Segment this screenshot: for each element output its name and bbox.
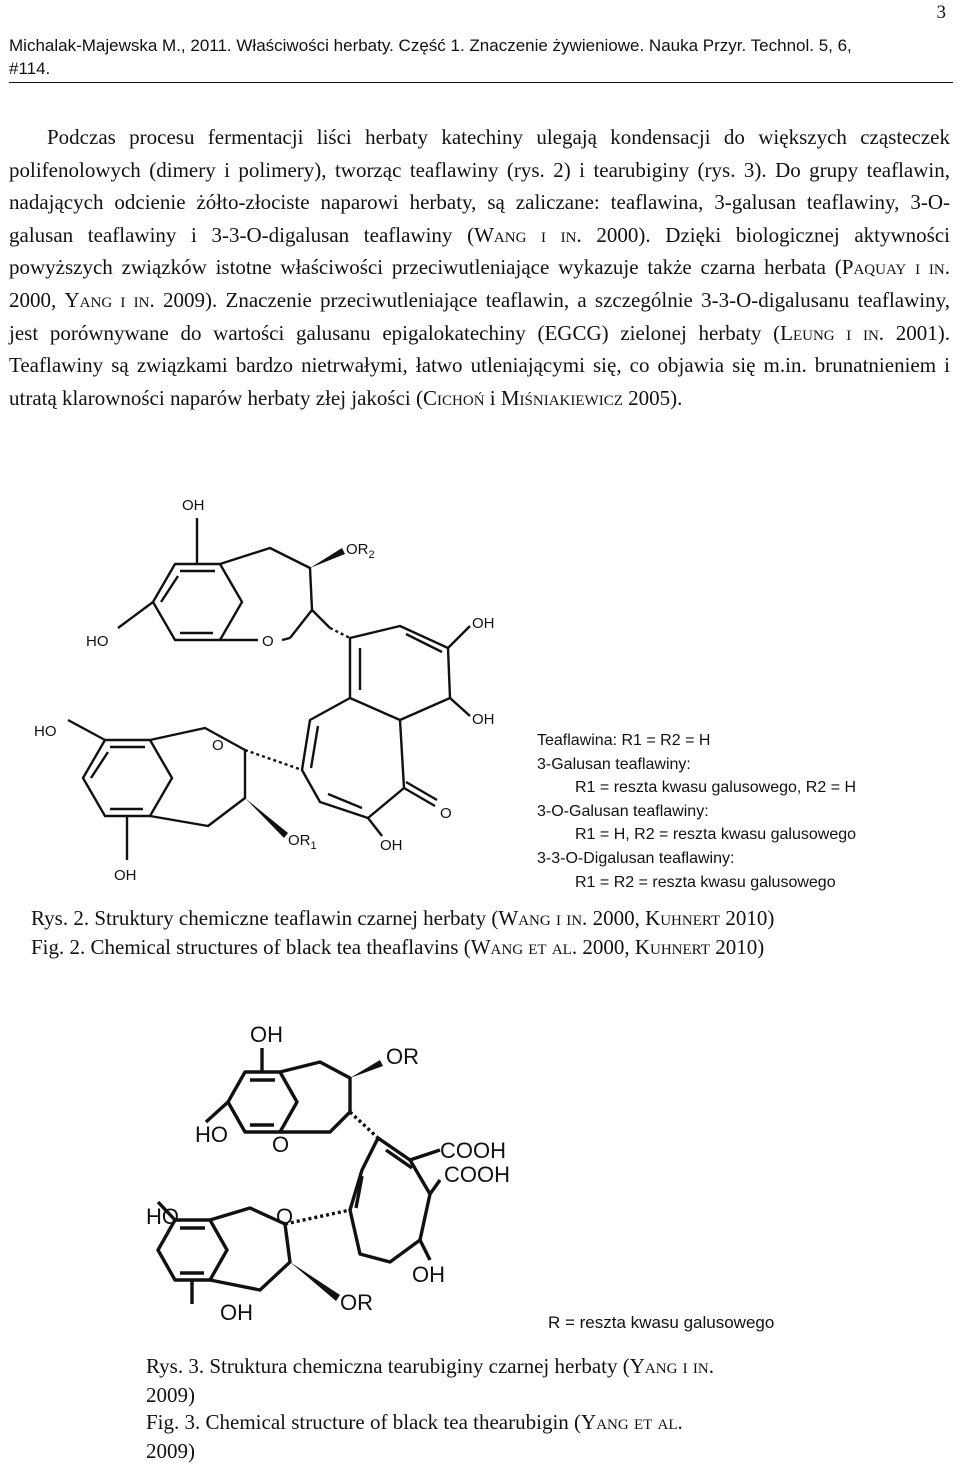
label-oh-top: OH	[182, 497, 205, 514]
label-ho-left: HO	[195, 1122, 228, 1147]
label-oh-top: OH	[250, 1022, 283, 1047]
label-oh-bottom-mid: OH	[380, 837, 403, 854]
benzotropolone-benzene	[350, 626, 450, 720]
label-or1: $OR_1$	[288, 832, 317, 852]
bond-oh-right2	[450, 698, 470, 716]
legend-line: R1 = R2 = reszta kwasu galusowego	[575, 873, 836, 891]
figure3-caption-pl: Rys. 3. Struktura chemiczna tearubiginy czarnej herbaty (Yang i in. 2009)	[146, 1354, 714, 1407]
paragraph-text: 2000). Dzięki biologicznej aktywności powyższych związków istotne właściwości przeciwutleniające wykazuje także czarna herbata (	[9, 222, 951, 280]
figure3-legend: R = reszta kwasu galusowego	[548, 1313, 775, 1332]
label-oh-right2: OH	[472, 711, 495, 728]
label-ho-mid: HO	[146, 1204, 179, 1229]
legend-line: R1 = H, R2 = reszta kwasu galusowego	[575, 826, 857, 844]
bond-ho-mid	[68, 720, 105, 740]
legend-line: R1 = reszta kwasu galusowego, R2 = H	[575, 779, 857, 797]
label-o-ring-top: O	[262, 633, 274, 650]
label-or-top: OR	[386, 1044, 419, 1069]
label-o-ring: O	[272, 1132, 290, 1157]
paragraph-text: Podczas procesu fermentacji liści herbaty katechiny ulegają kondensacji do większych cząsteczek polifenolowych (dimery i polimery), tworząc teaflawiny (rys. 2) i tearubiginy (rys. 3). Do grupy teaflawin, nadających odcienie żółto-złociste naparowi herbaty, są zaliczane: teaflawina, 3-galusan teaflawiny, 3-O-galusan teaflawiny i 3-3-O-digalusan teaflawiny (	[9, 125, 950, 247]
label-ho-mid: HO	[34, 723, 57, 740]
ring-a-lower	[83, 740, 172, 816]
header-citation-line2: #114.	[9, 59, 51, 78]
legend-line: Teaflawina: R1 = R2 = H	[537, 732, 711, 749]
label-oh-right1: OH	[472, 615, 495, 632]
theaflavin-structure-diagram	[20, 488, 530, 898]
figure2-caption-en: Fig. 2. Chemical structures of black tea theaflavins (Wang et al. 2000, Kuhnert 2010)	[31, 935, 765, 959]
bond-oh-right1	[448, 626, 470, 648]
citation-ref: Paquay i in.	[841, 255, 950, 280]
label-oh-bottom-left: OH	[114, 867, 137, 884]
citation-ref: Miśniakiewicz	[500, 385, 623, 410]
label-cooh2: COOH	[444, 1162, 510, 1187]
figure3-caption-en: Fig. 3. Chemical structure of black tea thearubigin (Yang et al. 2009)	[146, 1410, 683, 1463]
paragraph-text: 2009). Znaczenie przeciwutleniające teaflawin, a szczególnie 3-3-O-digalusanu teaflawiny, jest porównywane do wartości galusanu epigalokatechiny (EGCG) zielonej herbaty (	[9, 287, 950, 345]
bond-ho-left	[118, 602, 153, 628]
figure2-caption-pl: Rys. 2. Struktury chemiczne teaflawin czarnej herbaty (Wang i in. 2000, Kuhnert 2010)	[31, 906, 775, 930]
legend-line: 3-O-Galusan teaflawiny:	[537, 802, 709, 820]
page-number: 3	[936, 2, 946, 23]
header-rule	[9, 82, 953, 83]
ring-a-upper	[153, 564, 242, 640]
thearubigin-bonds	[158, 1048, 440, 1304]
label-or-bottom: OR	[340, 1290, 373, 1315]
paragraph-text: 2000,	[9, 287, 65, 312]
citation-ref: Leung i in.	[780, 320, 885, 345]
theaflavin-bonds	[68, 518, 470, 860]
running-header	[9, 34, 954, 80]
citation-ref: Cichoń	[423, 385, 485, 410]
label-ho-left: HO	[86, 633, 109, 650]
legend-line: 3-Galusan teaflawiny:	[537, 755, 691, 773]
paragraph-text: i	[484, 385, 501, 410]
label-cooh1: COOH	[440, 1138, 506, 1163]
citation-ref: Yang i in.	[64, 287, 155, 312]
label-oh-bottom: OH	[220, 1300, 253, 1325]
legend-line: 3-3-O-Digalusan teaflawiny:	[537, 849, 735, 867]
bond-oh-bottom-mid	[368, 818, 382, 836]
body-paragraph	[9, 121, 950, 414]
label-o-ring-bottom: O	[212, 737, 224, 754]
header-citation-line1: Michalak-Majewska M., 2011. Właściwości herbaty. Część 1. Znaczenie żywieniowe. Nauka Przyr. Technol. 5, 6,	[9, 36, 852, 55]
citation-ref: Wang i in.	[474, 222, 582, 247]
label-o-ketone: O	[440, 805, 452, 822]
thearubigin-structure-diagram	[140, 1010, 540, 1330]
label-oh-mid: OH	[412, 1262, 445, 1287]
label-o-ring2: O	[276, 1204, 294, 1229]
paragraph-text: 2001). Teaflawiny są związkami bardzo nietrwałymi, łatwo utleniającymi się, co objawia się m.in. brunatnieniem i utratą klarowności naparów herbaty złej jakości (	[9, 320, 950, 410]
paragraph-text: 2005).	[622, 385, 683, 410]
label-or2: $OR_2$	[346, 541, 375, 561]
figure2-legend	[537, 729, 856, 894]
